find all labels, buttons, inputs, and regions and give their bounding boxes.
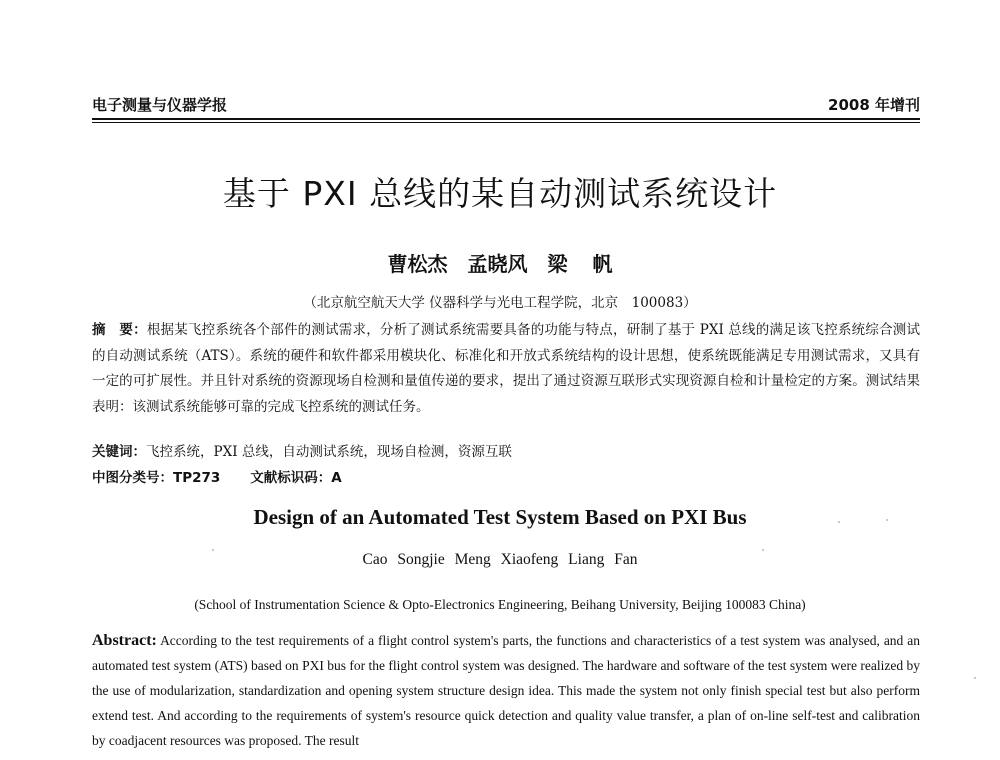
chinese-authors: 曹松杰 孟晓风 梁 帆 xyxy=(387,252,613,276)
scan-speck xyxy=(212,549,214,551)
chinese-abstract-text: 根据某飞控系统各个部件的测试需求，分析了测试系统需要具备的功能与特点，研制了基于 PXI 总线的满足该飞控系统综合测试的自动测试系统（ATS）。系统的硬件和软件都采用模块化、标准化和开放式系统结构的设计思想，使系统既能满足专用测试需求，又具有一定的可扩展性。并且针对系统的资源现场自检测和量值传递的要求，提出了通过资源互联形式实现资源自检和计量检定的方案。测试结果表明：该测试系统能够可靠的完成飞控系统的测试任务。 xyxy=(92,322,921,415)
document-code-label: 文献标识码： xyxy=(250,470,332,486)
journal-header xyxy=(92,94,920,118)
english-affiliation: (School of Instrumentation Science & Opto-Electronics Engineering, Beihang University, Beijing 100083 China) xyxy=(194,597,806,612)
scan-speck xyxy=(762,549,764,551)
chinese-title: 基于 PXI 总线的某自动测试系统设计 xyxy=(222,174,778,213)
header-rule-thick xyxy=(92,118,920,120)
english-abstract-text: According to the test requirements of a flight control system's parts, the functions and characteristics of a test system was analysed, and an automated test system (ATS) based on PXI bus for the flight control system was designed. The hardware and software of the test system were realized by the use of modularization, standardization and opening system structure design idea. This made the system not only finish special test but also perform extend test. And according to the requirements of system's resource quick detection and quality value transfer, a plan of on-line self-test and calibration by coadjacent resources was proposed. The result xyxy=(92,633,920,748)
chinese-affiliation: （北京航空航天大学 仪器科学与光电工程学院，北京 100083） xyxy=(303,295,697,311)
chinese-keywords xyxy=(92,440,920,460)
journal-issue: 2008 年增刊 xyxy=(828,96,920,114)
english-title: Design of an Automated Test System Based on PXI Bus xyxy=(253,505,747,529)
document-code-value: A xyxy=(331,470,342,486)
classification-label: 中图分类号： xyxy=(92,470,173,486)
scan-speck xyxy=(838,521,840,523)
classification-line xyxy=(92,466,920,486)
scan-speck xyxy=(974,677,976,679)
chinese-abstract xyxy=(92,318,920,420)
journal-name: 电子测量与仪器学报 xyxy=(92,96,228,114)
classification-value: TP273 xyxy=(173,470,221,486)
english-abstract xyxy=(92,628,920,753)
scan-speck xyxy=(886,519,888,521)
chinese-keywords-text: 飞控系统，PXI 总线，自动测试系统，现场自检测，资源互联 xyxy=(146,444,512,460)
chinese-keywords-label: 关键词： xyxy=(92,444,146,460)
english-abstract-label: Abstract: xyxy=(92,632,157,649)
header-rule-thin xyxy=(92,122,920,123)
chinese-abstract-label: 摘 要： xyxy=(92,322,147,338)
english-authors: Cao Songjie Meng Xiaofeng Liang Fan xyxy=(362,551,638,568)
